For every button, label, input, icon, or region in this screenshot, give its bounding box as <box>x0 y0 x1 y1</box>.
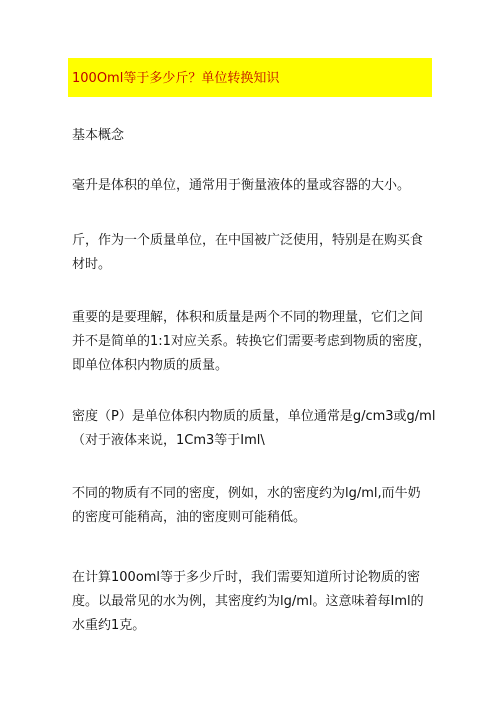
document-title: 100Oml等于多少斤？单位转换知识 <box>72 71 280 86</box>
paragraph-milliliter-definition <box>72 174 432 198</box>
paragraph-line: 密度（P）是单位体积内物质的质量，单位通常是g/cm3或g/ml <box>72 409 436 424</box>
paragraph-line: 毫升是体积的单位，通常用于衡量液体的量或容器的大小。 <box>72 178 411 193</box>
paragraph-line: 的密度可能稍高，油的密度则可能稍低。 <box>72 510 307 525</box>
paragraph-jin-definition <box>72 229 432 277</box>
paragraph-line: 在计算100oml等于多少斤时，我们需要知道所讨论物质的密 <box>72 570 421 585</box>
paragraph-line: 重要的是要理解，体积和质量是两个不同的物理量，它们之间 <box>72 310 424 325</box>
paragraph-line: 度。以最常见的水为例，其密度约为lg/ml。这意味着每Iml的 <box>72 594 424 609</box>
paragraph-density <box>72 405 436 453</box>
paragraph-line: 材时。 <box>72 257 112 272</box>
paragraph-volume-vs-mass <box>72 306 432 378</box>
paragraph-line: （对于液体来说，1Cm3等于Iml\ <box>72 433 265 448</box>
paragraph-line: 即单位体积内物质的质量。 <box>72 358 229 373</box>
paragraph-line: 斤，作为一个质量单位，在中国被广泛使用，特别是在购买食 <box>72 233 424 248</box>
paragraph-water-example <box>72 566 432 638</box>
paragraph-line: 不同的物质有不同的密度，例如，水的密度约为lg/ml,而牛奶 <box>72 486 421 501</box>
paragraph-line: 并不是简单的1:1对应关系。转换它们需要考虑到物质的密度， <box>72 334 431 349</box>
paragraph-basic-concept <box>72 124 432 148</box>
paragraph-line: 基本概念 <box>72 128 125 143</box>
paragraph-line: 水重约1克。 <box>72 618 146 633</box>
paragraph-different-densities <box>72 482 432 530</box>
